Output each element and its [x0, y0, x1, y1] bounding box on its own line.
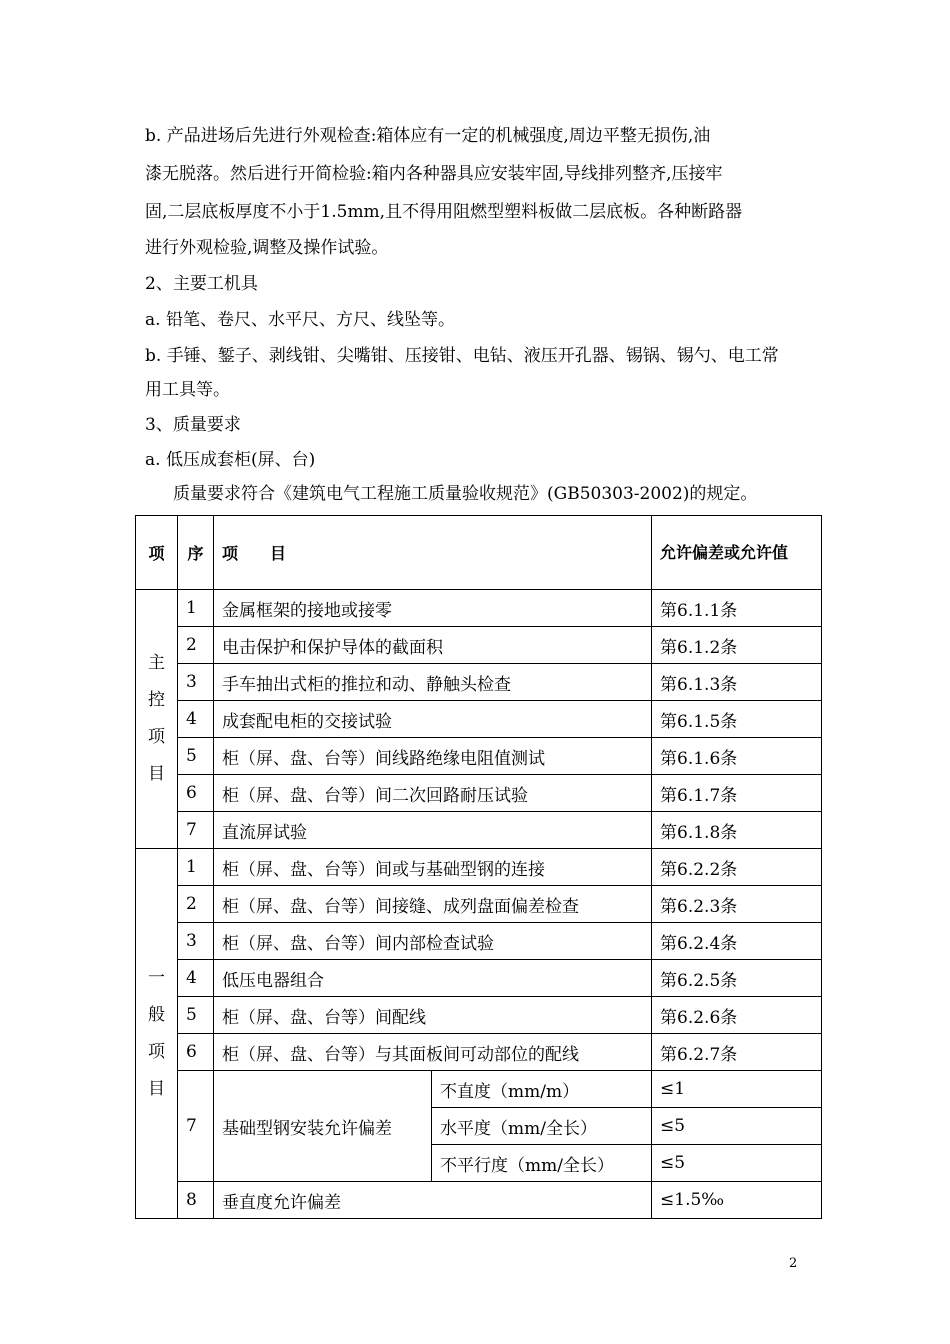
- general-category-label: 一般项目: [148, 967, 165, 1099]
- row-seq: 7: [178, 812, 214, 849]
- section-heading: 2、主要工机具: [145, 274, 258, 294]
- table-row: [136, 923, 822, 960]
- row-seq: 1: [178, 849, 214, 886]
- row-value: 第6.2.4条: [652, 923, 822, 960]
- row-value: 第6.2.6条: [652, 997, 822, 1034]
- header-item: 项 目: [214, 516, 652, 590]
- paragraph-line: 进行外观检验,调整及操作试验。: [145, 238, 389, 258]
- row-value: 第6.1.8条: [652, 812, 822, 849]
- row-item: 柜（屏、盘、台等）间配线: [214, 997, 652, 1034]
- row-value: ≤1: [652, 1071, 822, 1108]
- row-item: 柜（屏、盘、台等）间内部检查试验: [214, 923, 652, 960]
- section-heading: 3、质量要求: [145, 415, 241, 435]
- row-value: 第6.1.6条: [652, 738, 822, 775]
- table-row: [136, 960, 822, 997]
- row-value: 第6.1.7条: [652, 775, 822, 812]
- row-item: 基础型钢安装允许偏差: [214, 1071, 432, 1182]
- row-value: ≤5: [652, 1145, 822, 1182]
- row-seq: 4: [178, 960, 214, 997]
- quality-table: [135, 515, 822, 1219]
- row-item: 柜（屏、盘、台等）间线路绝缘电阻值测试: [214, 738, 652, 775]
- row-seq: 1: [178, 590, 214, 627]
- row-value: ≤5: [652, 1108, 822, 1145]
- table-row: [136, 664, 822, 701]
- row-item: 柜（屏、盘、台等）与其面板间可动部位的配线: [214, 1034, 652, 1071]
- row-seq: 4: [178, 701, 214, 738]
- row-item: 手车抽出式柜的推拉和动、静触头检查: [214, 664, 652, 701]
- row-value: 第6.2.3条: [652, 886, 822, 923]
- row-value: 第6.2.5条: [652, 960, 822, 997]
- row-seq: 5: [178, 738, 214, 775]
- table-row: [136, 701, 822, 738]
- row-item: 柜（屏、盘、台等）间接缝、成列盘面偏差检查: [214, 886, 652, 923]
- row-item: 成套配电柜的交接试验: [214, 701, 652, 738]
- main-category-label: 主控项目: [148, 653, 165, 784]
- table-row: [136, 1182, 822, 1219]
- header-category: 项: [136, 516, 178, 590]
- paragraph-line: b. 产品进场后先进行外观检查:箱体应有一定的机械强度,周边平整无损伤,油: [145, 126, 711, 146]
- row-value: 第6.2.7条: [652, 1034, 822, 1071]
- table-row: [136, 590, 822, 627]
- row-item: 柜（屏、盘、台等）间或与基础型钢的连接: [214, 849, 652, 886]
- row-value: 第6.1.2条: [652, 627, 822, 664]
- table-row: [136, 1071, 822, 1108]
- row-seq: 8: [178, 1182, 214, 1219]
- row-seq: 5: [178, 997, 214, 1034]
- table-row: [136, 738, 822, 775]
- paragraph-line: 固,二层底板厚度不小于1.5mm,且不得用阻燃型塑料板做二层底板。各种断路器: [145, 202, 743, 222]
- table-row: [136, 849, 822, 886]
- row-item: 柜（屏、盘、台等）间二次回路耐压试验: [214, 775, 652, 812]
- row-seq: 6: [178, 775, 214, 812]
- sub-item: 不直度（mm/m）: [432, 1071, 652, 1108]
- row-seq: 2: [178, 627, 214, 664]
- row-value: 第6.2.2条: [652, 849, 822, 886]
- row-item: 金属框架的接地或接零: [214, 590, 652, 627]
- paragraph-line: b. 手锤、錾子、剥线钳、尖嘴钳、压接钳、电钻、液压开孔器、锡锅、锡勺、电工常: [145, 346, 779, 366]
- table-row: [136, 775, 822, 812]
- table-row: [136, 812, 822, 849]
- paragraph-line: 质量要求符合《建筑电气工程施工质量验收规范》(GB50303-2002)的规定。: [173, 484, 758, 504]
- paragraph-line: 用工具等。: [145, 380, 230, 400]
- header-value: 允许偏差或允许值: [652, 516, 822, 590]
- row-seq: 7: [178, 1071, 214, 1182]
- row-value: 第6.1.3条: [652, 664, 822, 701]
- row-item: 低压电器组合: [214, 960, 652, 997]
- row-seq: 6: [178, 1034, 214, 1071]
- row-item: 电击保护和保护导体的截面积: [214, 627, 652, 664]
- row-value: ≤1.5‰: [652, 1182, 822, 1219]
- sub-item: 水平度（mm/全长）: [432, 1108, 652, 1145]
- table-row: [136, 997, 822, 1034]
- table-row: [136, 1034, 822, 1071]
- row-seq: 2: [178, 886, 214, 923]
- paragraph-line: a. 低压成套柜(屏、台): [145, 450, 316, 470]
- row-seq: 3: [178, 923, 214, 960]
- paragraph-line: 漆无脱落。然后进行开简检验:箱内各种器具应安装牢固,导线排列整齐,压接牢: [145, 164, 723, 184]
- row-value: 第6.1.1条: [652, 590, 822, 627]
- page-number: 2: [789, 1256, 798, 1271]
- header-seq: 序: [178, 516, 214, 590]
- row-item: 直流屏试验: [214, 812, 652, 849]
- main-category-cell: [136, 590, 178, 849]
- row-item: 垂直度允许偏差: [214, 1182, 652, 1219]
- general-category-cell: [136, 849, 178, 1219]
- table-header-row: [136, 516, 822, 590]
- row-value: 第6.1.5条: [652, 701, 822, 738]
- sub-item: 不平行度（mm/全长）: [432, 1145, 652, 1182]
- table-row: [136, 886, 822, 923]
- paragraph-line: a. 铅笔、卷尺、水平尺、方尺、线坠等。: [145, 310, 455, 330]
- table-row: [136, 627, 822, 664]
- row-seq: 3: [178, 664, 214, 701]
